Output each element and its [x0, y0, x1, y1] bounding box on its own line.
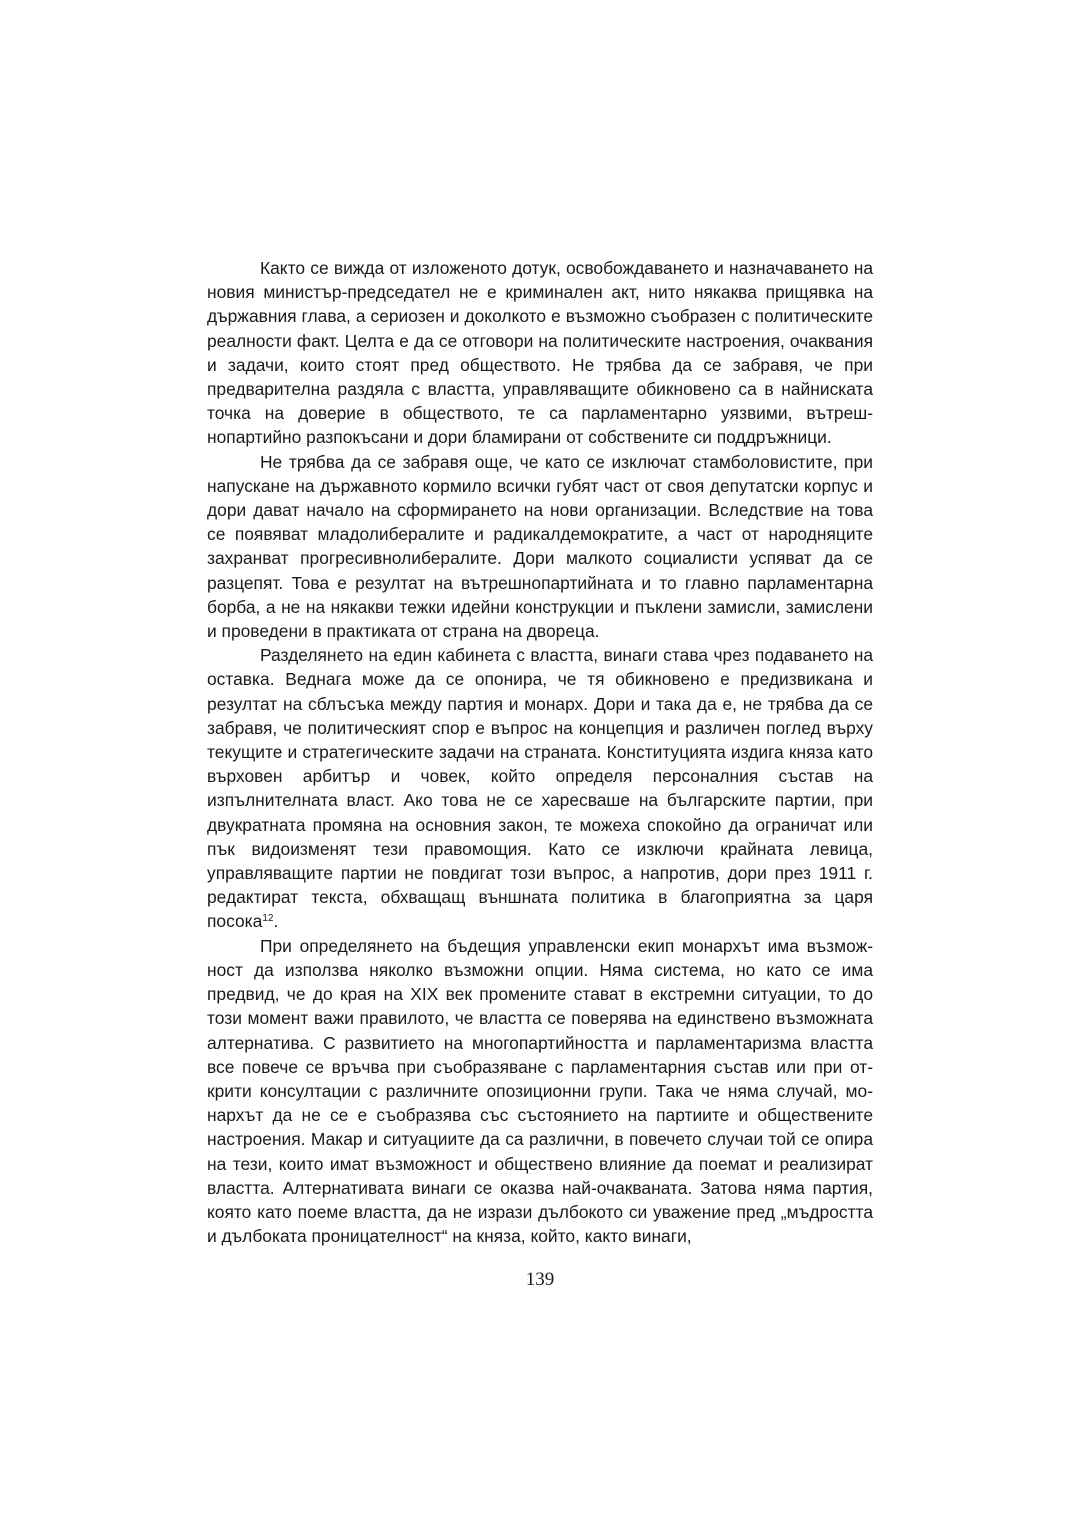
footnote-marker[interactable]: 12 [262, 913, 274, 925]
paragraph-4 [207, 934, 873, 1249]
paragraph-1 [207, 256, 873, 450]
paragraph-1-text: Както се вижда от изложеното дотук, освобождаването и назначаването на новия министър-председател не е криминален акт, нито някаква прищявка на държавния глава, а сериозен и доколкото е възможно съобразен с политическите реалности факт. Целта е да се отговори на политическите настроения, очаквания и задачи, които стоят пред обществото. Не трябва да се забравя, че при предварителна раздяла с властта, управляващите обикновено са в найниската точка на доверие в обществото, те са парламентарно уязвими, вътрешнопартийно разпокъсани и дори бламирани от собствените си поддръжници. [207, 258, 873, 448]
paragraph-3-text: Разделянето на един кабинета с властта, винаги става чрез подаването на оставка. Веднага може да се опонира, че тя обикновено е предизвикана и резултат на сблъсъка между партия и монарх. Дори и така да е, не трябва да се забравя, че политическият спор е въпрос на концепция и различен поглед върху текущите и стратегическите задачи на страната. Конституцията издига княза като върховен арбитър и човек, който определя персоналния състав на изпълнителната власт. Ако това не се харесваше на българските партии, при двукратната промяна на основния закон, те можеха спокойно да ограничат или пък видоизменят тези правомощия. Като се изключи крайната левица, управляващите партии не повдигат този въпрос, а напротив, дори през 1911 г. редактират текста, обхващащ външната политика в благоприятна за царя посока [207, 645, 873, 932]
paragraph-4-text: При определянето на бъдещия управленски екип монархът има възможност да използва няколко възможни опции. Няма система, но като се има предвид, че до края на XIX век промените стават в екстремни ситуации, то до този момент важи правилото, че властта се поверява на единствено възможната алтернатива. С развитието на многопартийността и парламентаризма властта все повече се връчва при съобразяване с парламентарния състав или при открити консултации с различните опозиционни групи. Така че няма случай, монархът да не се е съобразява със състоянието на партиите и обществените настроения. Макар и ситуациите да са различни, в повечето случаи той се опира на тези, които имат възможност и обществено влияние да поемат и реализират властта. Алтернативата винаги се оказва най-очакваната. Затова няма партия, която като поеме властта, да не изрази дълбокото си уважение пред „мъдростта и дълбоката проницателност“ на княза, който, както винаги, [207, 935, 873, 1247]
paragraph-3 [207, 643, 873, 933]
page-number: 139 [525, 1269, 555, 1290]
paragraph-2-text: Не трябва да се забравя още, че като се изключат стамболовистите, при напускане на държавното кормило всички губят част от своя депутатски корпус и дори дават начало на сформирането на нови организации. Вследствие на това се появяват младолибералите и радикалдемократите, а част от народняците захранват прогресивнолибералите. Дори малкото социалисти успяват да се разцепят. Това е резултат на вътрешнопартийната и то главно парламентарна борба, а не на някакви тежки идейни конструкции и пъклени замисли, замислени и проведени в практиката от страна на двореца. [207, 451, 873, 642]
paragraph-3-trailing: . [273, 911, 279, 932]
document-body [207, 256, 873, 1248]
paragraph-2 [207, 450, 873, 644]
